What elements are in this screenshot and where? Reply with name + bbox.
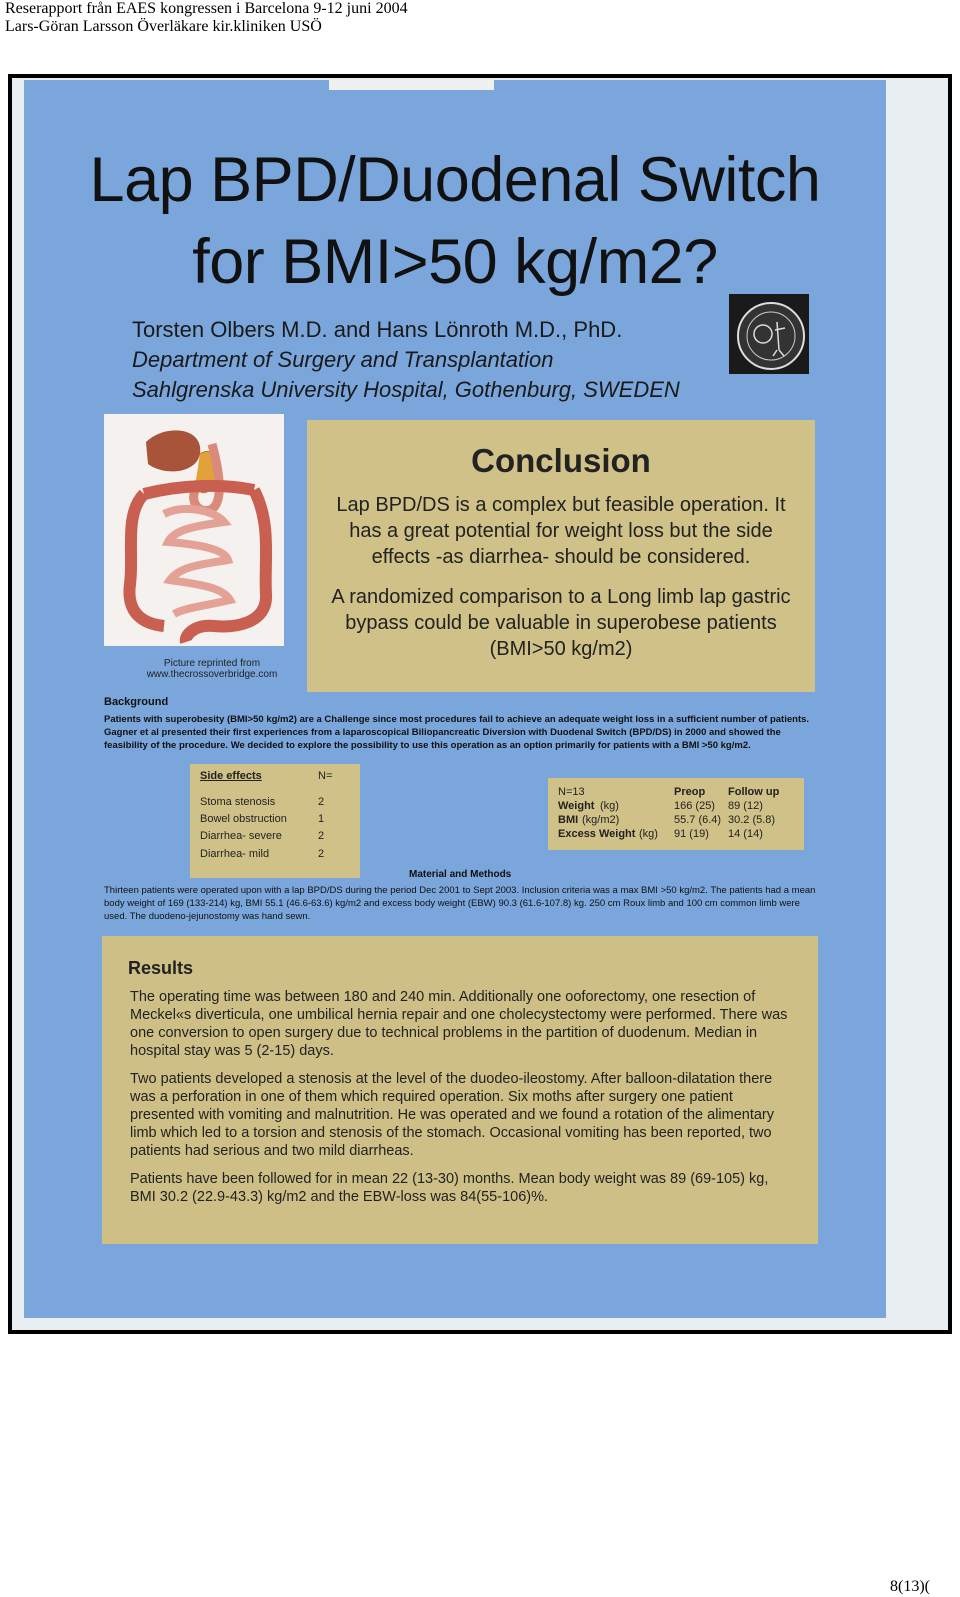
page-number: 8(13)(	[890, 1578, 930, 1595]
results-paragraph-3: Patients have been followed for in mean 22 (13-30) months. Mean body weight was 89 (69-105) kg, BMI 30.2 (22.9-43.3) kg/m2 and the EBW-loss was 84(55-106)%.	[130, 1171, 769, 1205]
poster-title-line2: for BMI>50 kg/m2?	[192, 227, 718, 297]
side-effect-count: 1	[318, 813, 325, 825]
stats-row-label: Weight	[558, 800, 595, 812]
conclusion-paragraph-2: A randomized comparison to a Long limb lap gastric bypass could be valuable in superobese patients (BMI>50 kg/m2)	[331, 586, 791, 660]
side-effect-label: Diarrhea- severe	[200, 830, 282, 842]
poster-department: Department of Surgery and Transplantation	[132, 347, 554, 372]
stats-row-preop: 91 (19)	[674, 828, 709, 840]
methods-heading: Material and Methods	[409, 869, 512, 880]
seal-emblem-icon	[739, 304, 803, 368]
image-credit	[112, 658, 312, 680]
report-header-title: Reserapport från EAES kongressen i Barcelona 9-12 juni 2004	[5, 0, 408, 17]
side-effect-label: Diarrhea- mild	[200, 848, 270, 860]
outcome-stats-table	[548, 778, 804, 850]
results-paragraph-2: Two patients developed a stenosis at the level of the duodeo-ileostomy. After balloon-dilatation there was a perforation in one of them which required operation. Six moths after surgery one patient presented with vomiting and malnutrition. He was operated and we found a rotation of the alimentary limb which led to a torsion and stenosis of the stomach. Occasional vomiting has been reported, two patients had serious and two mild diarrheas.	[130, 1071, 775, 1159]
stats-row-follow: 30.2 (5.8)	[728, 814, 776, 826]
stats-row-preop: 166 (25)	[674, 800, 715, 812]
poster-tape	[329, 80, 494, 90]
stats-row-label: BMI	[558, 814, 579, 826]
methods-text: Thirteen patients were operated upon with a lap BPD/DS during the period Dec 2001 to Sept 2003. Inclusion criteria was a max BMI >50 kg/m2. The patients had a mean body weight of 169 (133-214) kg, BMI 55.1 (46.6-63.6) kg/m2 and excess body weight (EBW) 90.3 (61.6-107.8) kg. 250 cm Roux limb and 100 cm common limb were used. The duodeno-jejunostomy was hand sewn.	[104, 885, 816, 922]
results-panel	[102, 936, 818, 1244]
side-effect-label: Stoma stenosis	[200, 796, 276, 808]
poster-hospital: Sahlgrenska University Hospital, Gothenburg, SWEDEN	[132, 377, 680, 402]
stats-row-unit: (kg)	[600, 800, 619, 812]
conclusion-heading: Conclusion	[471, 442, 651, 479]
side-effect-label: Bowel obstruction	[200, 813, 287, 825]
stats-row-unit: (kg/m2)	[582, 814, 620, 826]
image-credit-line1: Picture reprinted from	[163, 658, 261, 669]
university-seal-logo	[729, 294, 809, 374]
poster-title-line1: Lap BPD/Duodenal Switch	[89, 145, 821, 215]
stats-row-follow: 14 (14)	[728, 828, 763, 840]
stats-row-preop: 55.7 (6.4)	[674, 814, 722, 826]
conclusion-paragraph-1: Lap BPD/DS is a complex but feasible operation. It has a great potential for weight loss but the side effects -as diarrhea- should be considered.	[336, 494, 786, 568]
stats-row-unit: (kg)	[639, 828, 658, 840]
side-effect-count: 2	[318, 796, 325, 808]
side-effects-table	[190, 764, 360, 878]
intestine-illustration-icon	[104, 414, 284, 646]
anatomy-illustration	[104, 414, 284, 646]
background-heading: Background	[104, 696, 169, 708]
background-text: Patients with superobesity (BMI>50 kg/m2) are a Challenge since most procedures fail to achieve an adequate weight loss in a sufficient number of patients. Gagner et al presented their first experiences from a laparoscopical Biliopancreatic Diversion with Duodenal Switch (BPD/DS) in 2000 and showed the feasibility of the procedure. We decided to explore the possibility to use this operation as an option primarily for patients with a BMI >50 kg/m2.	[104, 714, 810, 751]
conclusion-panel	[307, 420, 815, 692]
image-credit-line2: www.thecrossoverbridge.com	[146, 669, 278, 680]
stats-row-follow: 89 (12)	[728, 800, 763, 812]
poster-authors: Torsten Olbers M.D. and Hans Lönroth M.D., PhD.	[132, 317, 623, 342]
results-paragraph-1: The operating time was between 180 and 240 min. Additionally one ooforectomy, one resection of Meckel«s diverticula, one umbilical hernia repair and one cholecystectomy were performed. There was one conversion to open surgery due to technical problems in the partition of duodenum. Median in hospital stay was 5 (2-15) days.	[130, 989, 788, 1059]
side-effect-count: 2	[318, 848, 325, 860]
poster-photo	[12, 78, 948, 1330]
poster	[24, 80, 886, 1318]
stats-col-follow-up: Follow up	[728, 786, 780, 798]
report-header-author: Lars-Göran Larsson Överläkare kir.kliniken USÖ	[5, 18, 322, 35]
results-heading: Results	[128, 958, 194, 978]
stats-col-preop: Preop	[674, 786, 706, 798]
seal-ring	[737, 302, 805, 370]
side-effect-count: 2	[318, 830, 325, 842]
stats-n-label: N=13	[558, 786, 585, 798]
side-effects-header: Side effects	[200, 770, 262, 782]
side-effects-n-header: N=	[318, 770, 333, 782]
stats-row-label: Excess Weight	[558, 828, 636, 840]
